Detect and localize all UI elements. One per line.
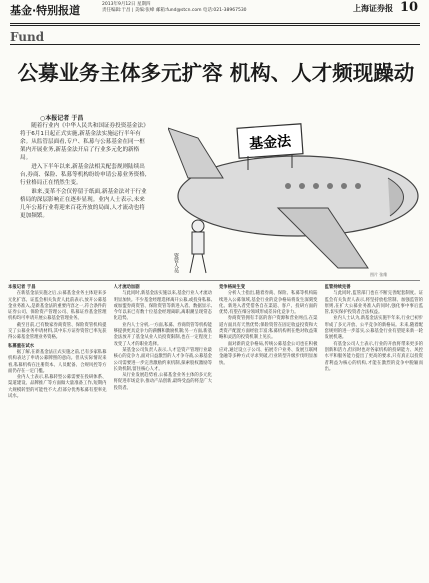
figure-label: 资管人员	[173, 253, 179, 273]
article-column	[325, 283, 424, 578]
paragraph: 据了解,在新基金法正式实施之前,已有多家私募机构表达了申请公募牌照的意向。但从实际情况来看,私募机构在注册资本、人员配备、合规风控等方面仍存在一定门槛。	[8, 349, 107, 374]
byline: ○本报记者 于昌	[40, 115, 84, 122]
paragraph: 券商资管拥有丰富的客户资源和营业网点,在渠道方面具有天然优势;保险资管在固定收益投资和大类资产配置方面经验丰富;私募机构则在绝对收益策略和灵活的投资机制上见长。	[219, 316, 318, 341]
paragraph: 面对新的竞争格局,传统公募基金公司也在积极应对,通过设立子公司、拓展专户业务、发展互联网金融等多种方式寻求突破,行业转型升级步伐明显加快。	[219, 341, 318, 366]
sign-text: 基金法	[248, 133, 292, 153]
paragraph: 截至目前,已有数家券商资管、保险资管机构提交了公募业务申请材料,其中东方证券资管已率先获得公募基金管理业务资格。	[8, 322, 107, 341]
paragraph: 与此同时,监管部门也在不断完善配套制度。证监会有关负责人表示,将坚持放松管制、加强监管的原则,在扩大公募业务准入的同时,强化事中事后监管,切实保护投资者合法权益。	[324, 291, 423, 316]
body-rule	[10, 280, 420, 281]
page-number: 10	[400, 0, 419, 15]
paragraph: 某基金公司负责人表示,人才是资产管理行业最核心的竞争力,面对日益激烈的人才争夺战,公募基金公司需要进一步完善激励约束机制,探索股权激励等长效机制,留住核心人才。	[113, 347, 212, 372]
paragraph: 业内人士认为,新基金法实施半年来,行业已初步形成了多元开放、公平竞争的新格局。未来,随着配套规则的进一步落实,公募基金行业有望迎来新一轮发展机遇。	[324, 316, 423, 341]
lead-paragraph: 进入下半年以来,新基金法相关配套规则陆续出台,券商、保险、私募等机构纷纷申请公募业务资格,行业格局正在悄然生变。	[20, 164, 147, 186]
subheading: 监管持续完善	[324, 285, 351, 290]
person-figure	[190, 220, 206, 273]
article-body	[8, 283, 423, 578]
paragraph: 与此同时,新基金法实施以来,基金行业人才流动明显加快。不少基金经理选择离开公募,或投身私募,或加盟券商资管、保险资管等新进入者。数据显示,今年以来已有数十位基金经理离职,离职潮呈现常态化趋势。	[113, 291, 212, 322]
lead-paragraph: 随着行业内《中华人民共和国证券投资基金法》将于6月1日起正式实施,新基金法实施运行半年有余。从监管层面看,专户、私募与公募基金在同一框架内开展业务,新基金法开启了行业多元化的新格局。	[20, 123, 149, 161]
paragraph: 有基金公司人士表示,行业的开放将带来更多的创新和活力,但同时也对各家机构的投研能力、风控水平和服务能力提出了更高的要求,只有真正以投资者利益为核心的机构,才能在激烈的竞争中脱颖而出。	[324, 341, 423, 372]
newspaper-brand: 上海证券报	[353, 3, 393, 13]
fund-label: Fund	[10, 30, 45, 44]
article-column	[8, 283, 107, 578]
header-rule	[10, 23, 420, 24]
paragraph: 从行业发展趋势看,公募基金业务主体的多元化将促进市场竞争,推动产品创新,最终受益的将是广大投资者。	[113, 373, 212, 391]
header-rule-thin	[10, 25, 420, 26]
airplane-tail	[168, 128, 223, 178]
lead-paragraph: 谁来,变革不会仅停留于纸面,新基金法对于行业格局的深层影响正在逐步显现。业内人士表示,未来几年公募行业将迎来百花齐放的局面,人才流动也将更加频繁。	[20, 189, 147, 219]
issue-meta: 2013年9月12日 星期四 责任编辑:于昌 | 美编:张峰 邮箱:fund@stcn.com 电话:021-38967530	[102, 2, 247, 13]
paragraph: 业内人士表示,私募转型公募需要在投研体系、渠道建设、品牌推广等方面做大量准备工作,短期内大规模转型的可能性不大,但部分优秀私募有望率先试水。	[8, 375, 107, 400]
article-column	[219, 283, 318, 578]
paragraph: 在新基金法实施之后,公募基金业务主体迎来多元化扩容。证监会相关负责人此前表示,放开公募基金业务准入,是新基金法的重要内容之一,符合条件的证券公司、保险资产管理公司、私募证券基金管理机构均可申请开展公募基金管理业务。	[8, 291, 107, 322]
subheading: 竞争格局生变	[219, 285, 246, 290]
illustration-credit: 图片 张维	[370, 272, 388, 277]
page-header	[0, 0, 429, 24]
paragraph: 分析人士指出,随着券商、保险、私募等机构陆续进入公募领域,基金行业的竞争格局将发生深刻变化。新进入者凭借各自在渠道、客户、投研方面的优势,有望在细分领域形成差异化竞争力。	[219, 291, 318, 316]
subheading: 人才流动加剧	[113, 285, 140, 290]
paragraph: 业内人士分析,一方面,私募、券商资管等机构能够提供更具竞争力的薪酬和激励机制;另一方面,新基金法放开了基金从业人员投资限制,也在一定程度上改变了人才的职业选择。	[113, 322, 212, 347]
section-rule	[10, 44, 420, 45]
column-byline: 本报记者 于昌	[8, 285, 36, 290]
lead-paragraphs	[20, 122, 150, 221]
section-name: 基金·特别报道	[10, 4, 81, 17]
article-column	[114, 283, 213, 578]
airplane-illustration	[168, 108, 420, 280]
headline: 公募业务主体多元扩容 机构、人才频现躁动	[17, 61, 415, 85]
subheading: 私募重在试水	[8, 343, 35, 349]
